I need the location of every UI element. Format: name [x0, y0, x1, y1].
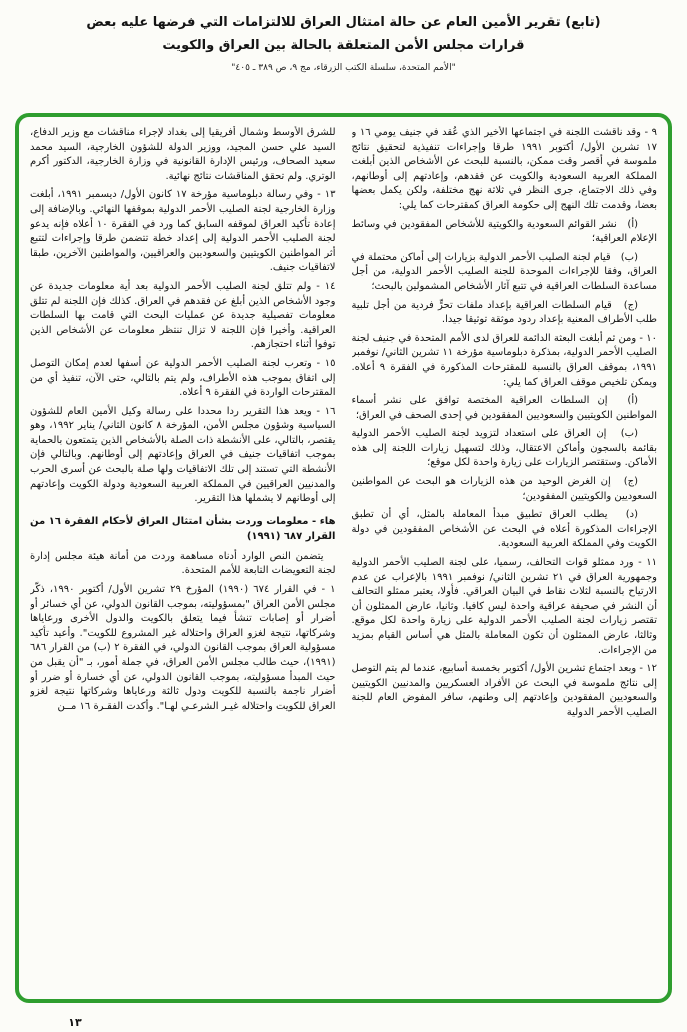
paragraph: (ج) قيام السلطات العراقية بإعداد ملفات تحرٍّ فردية من أجل تلبية طلب الأطراف المعنية بإعداد ردود موثقة توثيقا جيدا. [351, 299, 657, 326]
document-title-line-2: قرارات مجلس الأمن المتعلقة بالحالة بين العراق والكويت [162, 37, 525, 53]
column-left [30, 126, 336, 990]
paragraph: ١٢ - وبعد اجتماع تشرين الأول/ أكتوبر بخمسة أسابيع، عندما لم يتم التوصل إلى نتائج ملموسة في البحث عن الأفراد العسكريين والمدنيين الكويتيين والسعوديين المفقودين وإعادتهم إلى وطنهم، سافر المفوض العام للجنة الصليب الأحمر الدولية [351, 663, 657, 718]
paragraph: ١١ - ورد ممثلو قوات التحالف، رسميا، على لجنة الصليب الأحمر الدولية وجمهورية العراق في ٢١ تشرين الثاني/ نوفمبر ١٩٩١ بالإعراب عن عدم الارتياح بالنسبة لثلاث نقاط في البيان العراقي. فأولا، يعتبر ممثلو التحالف أن النشر في صحيفة عراقية واحدة ليس كافيا. وثانيا، عارض الممثلون أن تقتصر زيارات لجنة الصليب الأحمر الدولية على زيارة واحدة لكل موقع. وثالثا، عارض الممثلون أن تكون المعاملة بالمثل هي أساس القيام بمزيد من الإجراءات. [351, 557, 657, 656]
paragraph: ١٤ - ولم تتلق لجنة الصليب الأحمر الدولية بعد أية معلومات جديدة عن وجود الأشخاص الذين أبلغ عن فقدهم في العراق. كذلك فإن اللجنة لم تتلق معلومات تفصيلية جديدة عن عمليات البحث التي قامت بها السلطات العراقية. وأخيرا فإن اللجنة لا تزال تنتظر معلومات عن الأشخاص الذين توفوا أثناء احتجازهم. [30, 280, 336, 351]
content-frame [15, 113, 672, 1003]
paragraph: (ب) قيام لجنة الصليب الأحمر الدولية بزيارات إلى أماكن محتملة في العراق، وفقا للإجراءات الموحدة للجنة الصليب الأحمر الدولية، من أجل مساعدة السلطات العراقية في تتبع آثار الأشخاص المشمولين بالبحث؛ [351, 251, 657, 292]
paragraph: (ج) إن الغرض الوحيد من هذه الزيارات هو البحث عن المواطنين السعوديين والكويتيين المفقودين؛ [351, 476, 657, 502]
paragraph: ٩ - وقد ناقشت اللجنة في اجتماعها الأخير الذي عُقد في جنيف يومي ١٦ و ١٧ تشرين الأول/ أكتوبر ١٩٩١ طرقا وإجراءات تنفيذية لتحقيق نتائج ملموسة في أقصر وقت ممكن، بالنسبة للبحث عن الأشخاص الذين أبلغت المملكة العربية السعودية والكويت عن فقدهم، وإعادتهم إلى أوطانهم، وفي ذلك الاجتماع، جرى النظر في ثلاثة نهج مختلفة، ولكن يكمل بعضها بعضا، وقدمت تلك النهج إلى حكومة العراق كمقترحات كما يلي: [351, 127, 657, 211]
paragraph: (ب) إن العراق على استعداد لتزويد لجنة الصليب الأحمر الدولية بقائمة بالسجون وأماكن الاعتقال، وذلك لتسهيل زيارات اللجنة إلى هذه الأماكن. وستقتصر الزيارات على زيارة واحدة لكل موقع؛ [351, 428, 657, 469]
paragraph: ١٣ - وفي رسالة دبلوماسية مؤرخة ١٧ كانون الأول/ ديسمبر ١٩٩١، أبلغت وزارة الخارجية لجنة الصليب الأحمر الدولية بموقفها النهائي. وبالإضافة إلى إعادة تأكيد العراق لموقفه السابق كما ورد في الفقرة ١٠ أعلاه فإنه يدعو لجنة الصليب الأحمر الدولية إلى إعداد خطة تتضمن طرقا وإجراءات لتتبع أثر المواطنين الكويتيين والسعوديين والعراقيين، والمواطنين الآخرين، طبقا لاتفاقيات جنيف. [30, 189, 336, 274]
paragraph: (د) يطلب العراق تطبيق مبدأ المعاملة بالمثل، أي أن تطبق الإجراءات المذكورة أعلاه في البحث عن الأشخاص المفقودين في دولة الكويت وفي المملكة العربية السعودية. [351, 509, 657, 550]
paragraph: (أ) إن السلطات العراقية المختصة توافق على نشر أسماء المواطنين الكويتيين والسعوديين المفقودين في إحدى الصحف في العراق؛ [351, 395, 657, 421]
document-source-line: "الأمم المتحدة، سلسلة الكتب الزرقاء، مج ٩، ص ٣٨٩ ـ ٤٠٥" [231, 62, 456, 73]
paragraph: يتضمن النص الوارد أدناه مساهمة وردت من أمانة هيئة مجلس إدارة لجنة التعويضات التابعة للأمم المتحدة. [30, 550, 336, 577]
paragraph: ١ - في القرار ٦٧٤ (١٩٩٠) المؤرخ ٢٩ تشرين الأول/ أكتوبر ١٩٩٠، ذكّر مجلس الأمن العراق "بمسؤوليته، بموجب القانون الدولي، عن أي خسائر أو أضرار أو إصابات تنشأ فيما يتعلق بالكويت والدول الأخرى ورعاياها وشركاتها، نتيجة لغزو العراق واحتلاله غير المشروع للكويت". وأعيد تأكيد مسؤولية العراق بموجب القانون الدولي، في الفقرة ٢ (ب) من القرار ٦٨٦ (١٩٩١)، حيث طالب مجلس الأمن العراق، في جملة أمور، بـ "أن يقبل من حيث المبدأ مسؤوليته، بموجب القانون الدولي، عن أي خسارة أو ضرر أو أضرار ناجمة بالنسبة للكويت ودول ثالثة ورعاياها وشركاتها نتيجة لغزو العراق للكويت واحتلاله غيـر الشرعـي لهـا". وأكدت الفقـرة ١٦ مــن [30, 584, 336, 712]
page-number: ١٣ [68, 1016, 82, 1029]
paragraph: ١٥ - وتعرب لجنة الصليب الأحمر الدولية عن أسفها لعدم إمكان التوصل إلى اتفاق بموجب هذه الأطراف، ولم يتم بالتالي، حتى الآن، تنفيذ أي من المقترحات الواردة في الفقرة ٩ أعلاه. [30, 357, 336, 399]
section-heading: هاء - معلومات وردت بشأن امتثال العراق لأحكام الفقرة ١٦ من القرار ٦٨٧ (١٩٩١) [30, 515, 336, 543]
paragraph: للشرق الأوسط وشمال أفريقيا إلى بغداد لإجراء مناقشات مع وزير الدفاع، السيد علي حسن المجيد، ووزير الدولة للشؤون الخارجية، السيد محمد سعيد الصحاف، ورئيس الإدارة القانونية في وزارة الخارجية، الدكتور أكرم الوتري. ولم تحقق المناقشات نتائج نهائية. [30, 127, 336, 182]
document-title-line-1: (تابع) تقرير الأمين العام عن حالة امتثال العراق للالتزامات التي فرضها عليه بعض [86, 15, 601, 30]
document-header [0, 0, 687, 73]
column-right [352, 126, 658, 990]
paragraph: ١٦ - ويعد هذا التقرير ردا محددا على رسالة وكيل الأمين العام للشؤون السياسية وشؤون مجلس الأمن، المؤرخة ٨ كانون الثاني/ يناير ١٩٩٢، وهو يقتصر، بالتالي، على الأنشطة ذات الصلة بالأشخاص الذين يتمتعون بالحماية بموجب اتفاقيات جنيف في العراق وإعادتهم إلى أوطانهم. وبالتالي فإن الأنشطة التي تستند إلى تلك الاتفاقيات ولها صلة بالبحث عن أسرى الحرب والمدنيين العراقيين في المملكة العربية السعودية ودولة الكويت وإعادتهم إلى أوطانهم لا يشملها هذا التقرير. [30, 405, 336, 505]
paragraph: ١٠ - ومن ثم أبلغت البعثة الدائمة للعراق لدى الأمم المتحدة في جنيف لجنة الصليب الأحمر الدولية، بمذكرة دبلوماسية مؤرخة ١١ تشرين الثاني/ نوفمبر ١٩٩١، بموقف العراق بالنسبة للمقترحات المذكورة في الفقرة ٩ أعلاه. ويمكن تلخيص موقف العراق كما يلي: [351, 332, 657, 388]
paragraph: (أ) نشر القوائم السعودية والكويتية للأشخاص المفقودين في وسائط الإعلام العراقية؛ [351, 218, 657, 245]
